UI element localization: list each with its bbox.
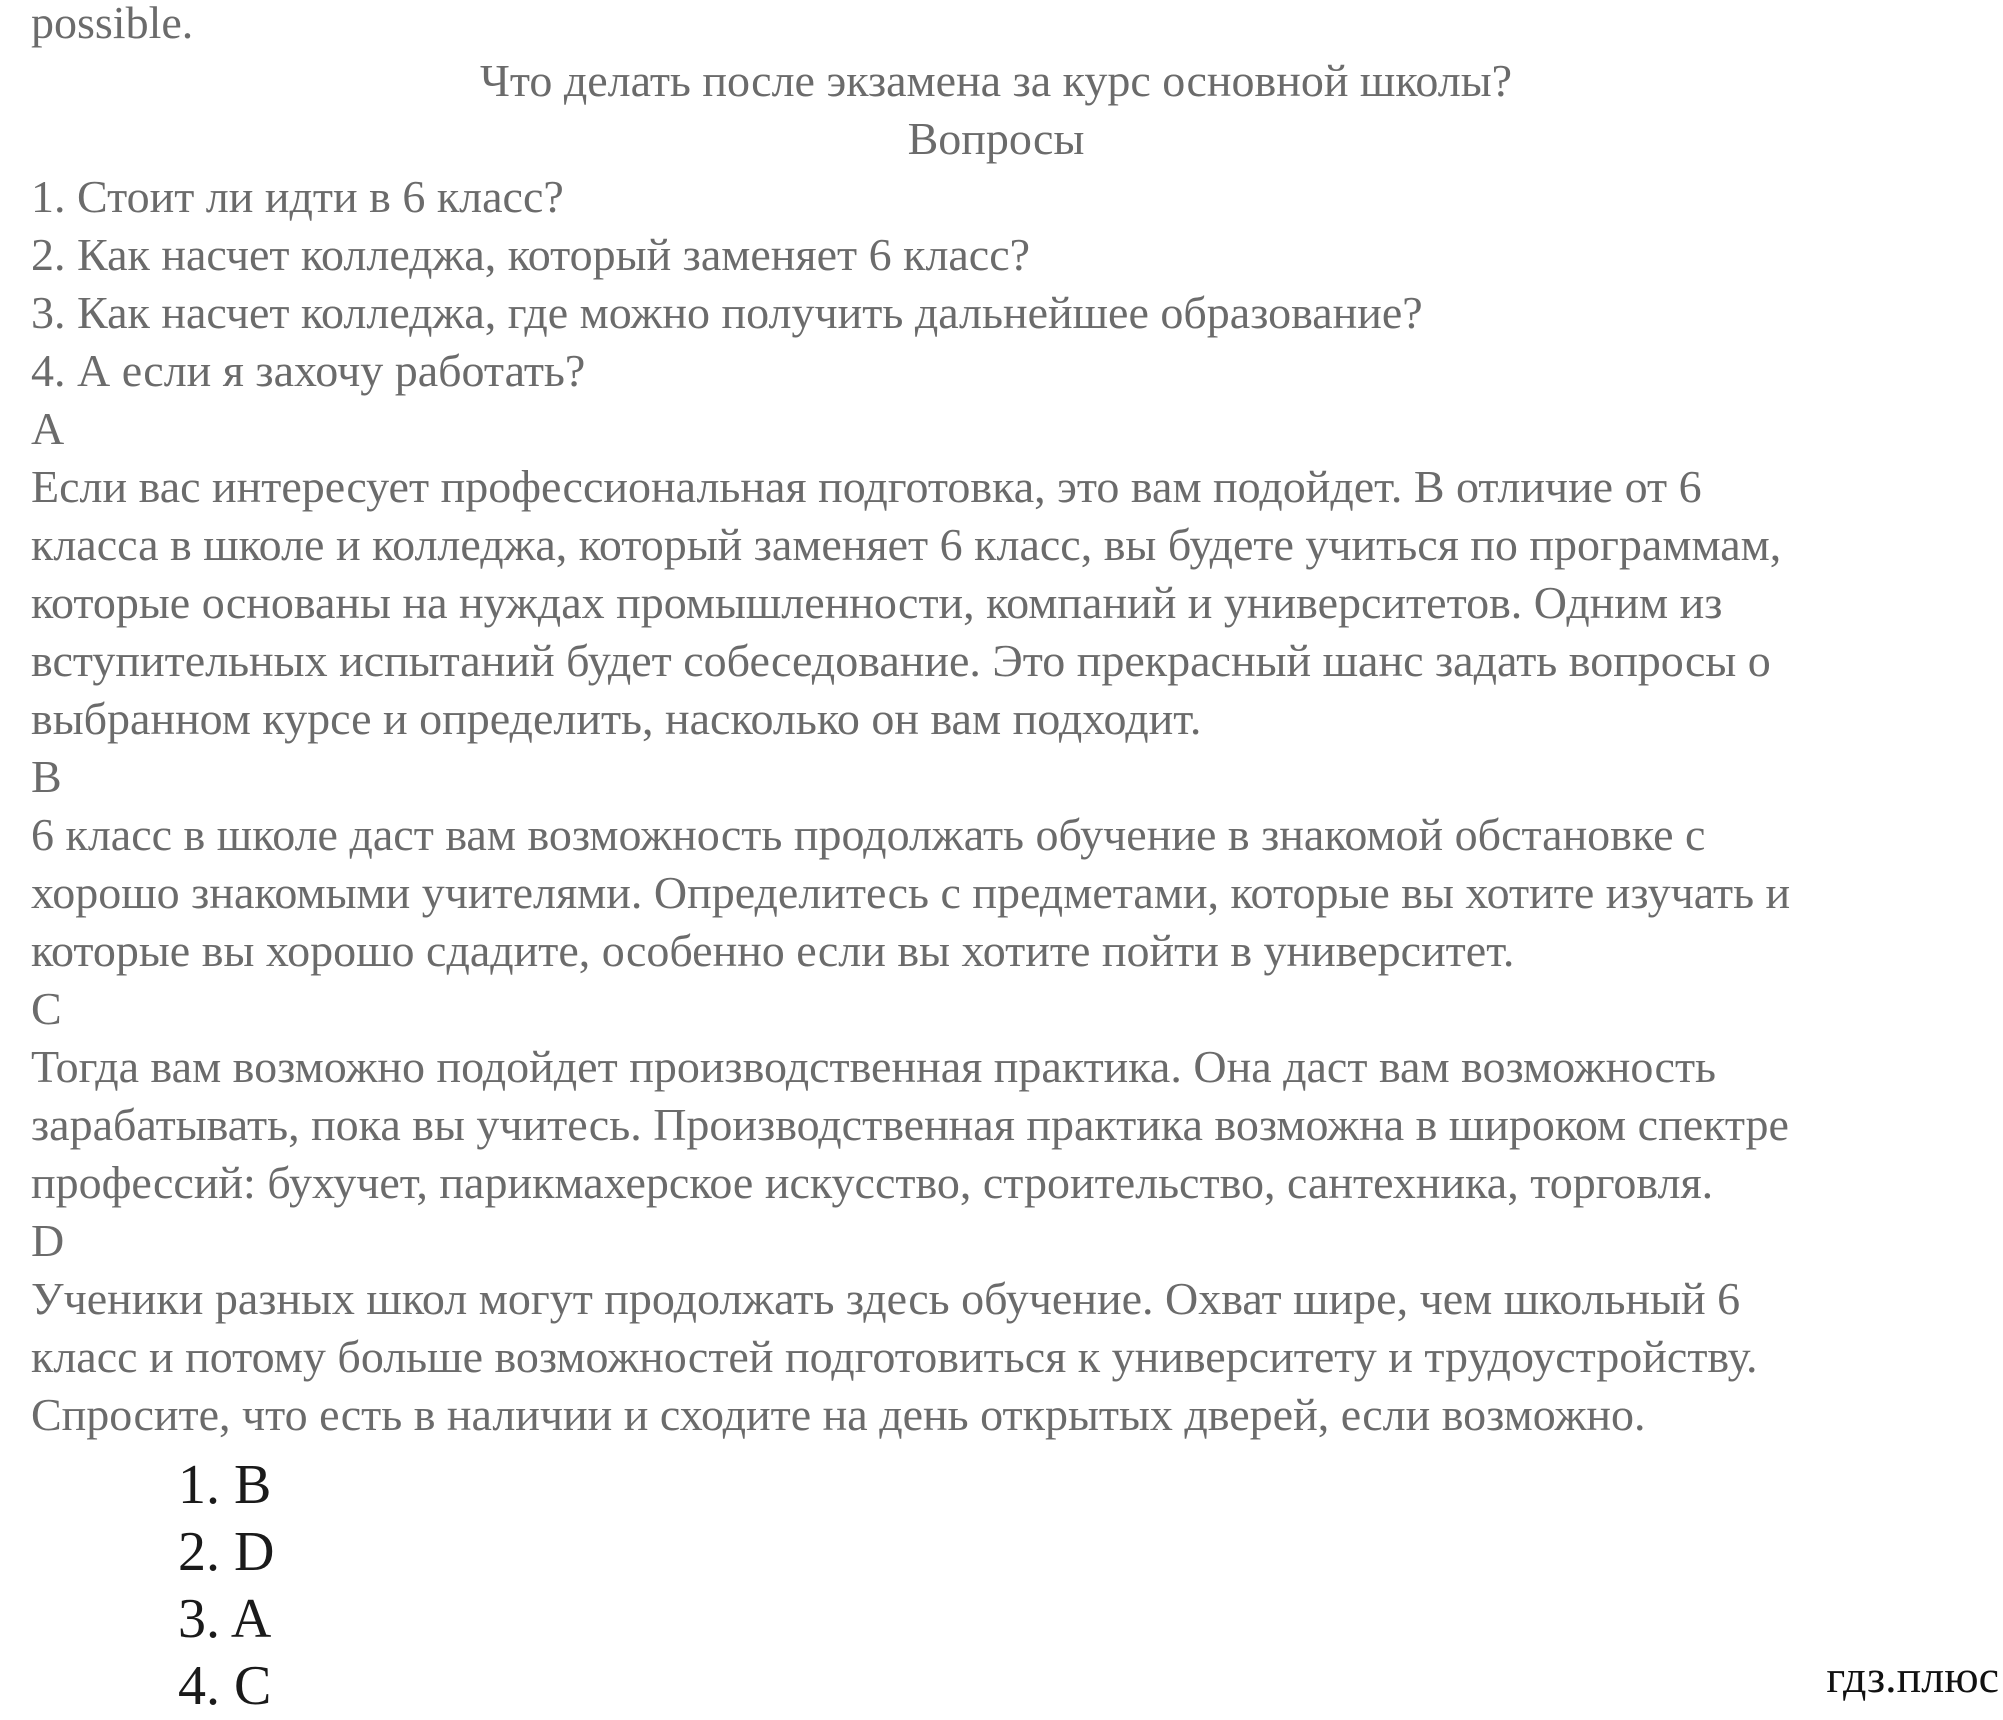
answers-list bbox=[178, 1452, 274, 1720]
section-text-line: 6 класс в школе даст вам возможность продолжать обучение в знакомой обстановке с bbox=[31, 809, 1706, 860]
answer-item: 4. C bbox=[178, 1655, 272, 1717]
section-b bbox=[31, 748, 1991, 980]
section-text-line: класса в школе и колледжа, который заменяет 6 класс, вы будете учиться по программам, bbox=[31, 519, 1782, 570]
answer-item: 1. B bbox=[178, 1454, 272, 1516]
section-letter: B bbox=[31, 751, 62, 802]
section-text-line: Тогда вам возможно подойдет производственная практика. Она даст вам возможность bbox=[31, 1041, 1717, 1092]
section-text-line: Ученики разных школ могут продолжать здесь обучение. Охват шире, чем школьный 6 bbox=[31, 1273, 1741, 1324]
section-text-line: класс и потому больше возможностей подготовиться к университету и трудоустройству. bbox=[31, 1331, 1758, 1382]
section-text-line: Если вас интересует профессиональная подготовка, это вам подойдет. В отличие от 6 bbox=[31, 461, 1702, 512]
section-text-line: выбранном курсе и определить, насколько он вам подходит. bbox=[31, 693, 1202, 744]
question-item: 2. Как насчет колледжа, который заменяет 6 класс? bbox=[31, 229, 1031, 280]
section-c bbox=[31, 980, 1991, 1212]
section-text-line: которые основаны на нуждах промышленности, компаний и университетов. Одним из bbox=[31, 577, 1723, 628]
top-fragment: possible. bbox=[31, 0, 194, 48]
section-text-line: вступительных испытаний будет собеседование. Это прекрасный шанс задать вопросы о bbox=[31, 635, 1771, 686]
questions-list bbox=[31, 168, 1991, 400]
document-page bbox=[31, 0, 1991, 1444]
section-text-line: хорошо знакомыми учителями. Определитесь с предметами, которые вы хотите изучать и bbox=[31, 867, 1791, 918]
section-d bbox=[31, 1212, 1991, 1444]
answer-item: 3. A bbox=[178, 1588, 272, 1650]
section-letter: C bbox=[31, 983, 62, 1034]
question-item: 4. А если я захочу работать? bbox=[31, 345, 586, 396]
question-item: 1. Стоит ли идти в 6 класс? bbox=[31, 171, 564, 222]
section-text-line: Спросите, что есть в наличии и сходите на день открытых дверей, если возможно. bbox=[31, 1389, 1646, 1440]
questions-heading: Вопросы bbox=[907, 113, 1085, 164]
section-text-line: которые вы хорошо сдадите, особенно если вы хотите пойти в университет. bbox=[31, 925, 1515, 976]
section-letter: D bbox=[31, 1215, 65, 1266]
section-text-line: профессий: бухучет, парикмахерское искусство, строительство, сантехника, торговля. bbox=[31, 1157, 1714, 1208]
answer-item: 2. D bbox=[178, 1521, 275, 1583]
section-letter: A bbox=[31, 403, 65, 454]
question-item: 3. Как насчет колледжа, где можно получить дальнейшее образование? bbox=[31, 287, 1423, 338]
section-a bbox=[31, 400, 1991, 748]
section-text-line: зарабатывать, пока вы учитесь. Производственная практика возможна в широком спектре bbox=[31, 1099, 1789, 1150]
site-watermark: гдз.плюс bbox=[1826, 1651, 1999, 1702]
document-title: Что делать после экзамена за курс основной школы? bbox=[479, 55, 1513, 106]
